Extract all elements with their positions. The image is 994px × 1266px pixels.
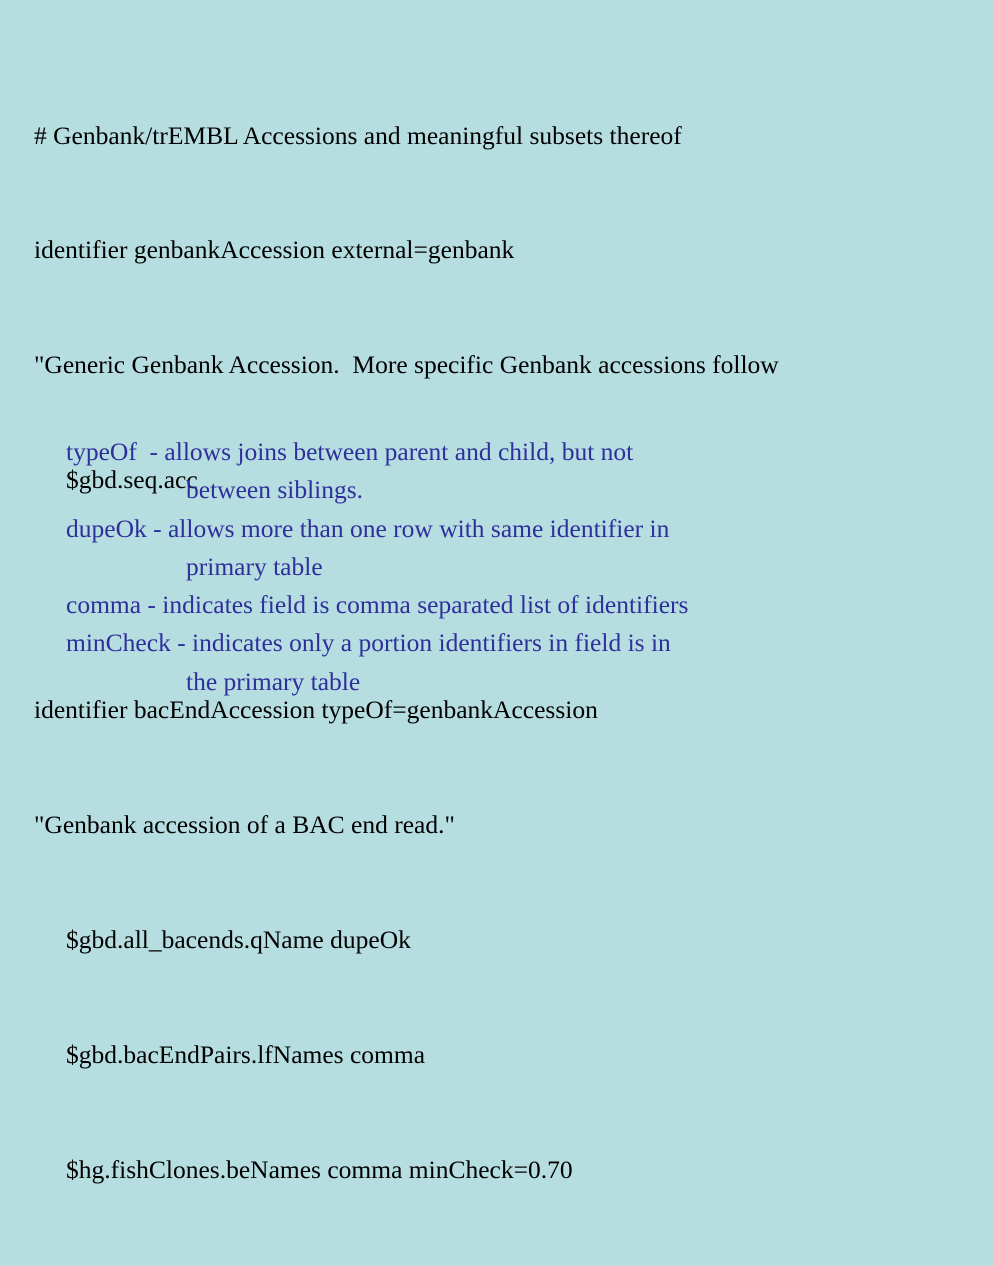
bacend-description-line: "Genbank accession of a BAC end read." [34, 809, 455, 839]
note-mincheck: minCheck - indicates only a portion identifiers in field is in [66, 628, 671, 658]
notes-block [66, 433, 946, 701]
bacend-field-line-1: $gbd.all_bacends.qName dupeOk [66, 924, 411, 954]
note-typeof-cont: between siblings. [186, 475, 364, 505]
identifier-genbank-line: identifier genbankAccession external=genbank [34, 235, 515, 265]
identifier-bacend-line: identifier bacEndAccession typeOf=genbankAccession [34, 695, 598, 725]
genbank-description-line: "Generic Genbank Accession. More specific Genbank accessions follow [34, 350, 779, 380]
bacend-field-line-2: $gbd.bacEndPairs.lfNames comma [66, 1039, 426, 1069]
note-mincheck-cont: the primary table [186, 666, 361, 696]
genbank-field-line: $gbd.seq.acc [66, 465, 198, 495]
bacend-field-line-3: $hg.fishClones.beNames comma minCheck=0.70 [66, 1154, 573, 1184]
note-dupeok: dupeOk - allows more than one row with same identifier in [66, 513, 670, 543]
code-comment-line: # Genbank/trEMBL Accessions and meaningful subsets thereof [34, 120, 682, 150]
note-typeof: typeOf - allows joins between parent and child, but not [66, 437, 634, 466]
note-comma: comma - indicates field is comma separated list of identifiers [66, 590, 689, 620]
note-dupeok-cont: primary table [186, 551, 323, 581]
